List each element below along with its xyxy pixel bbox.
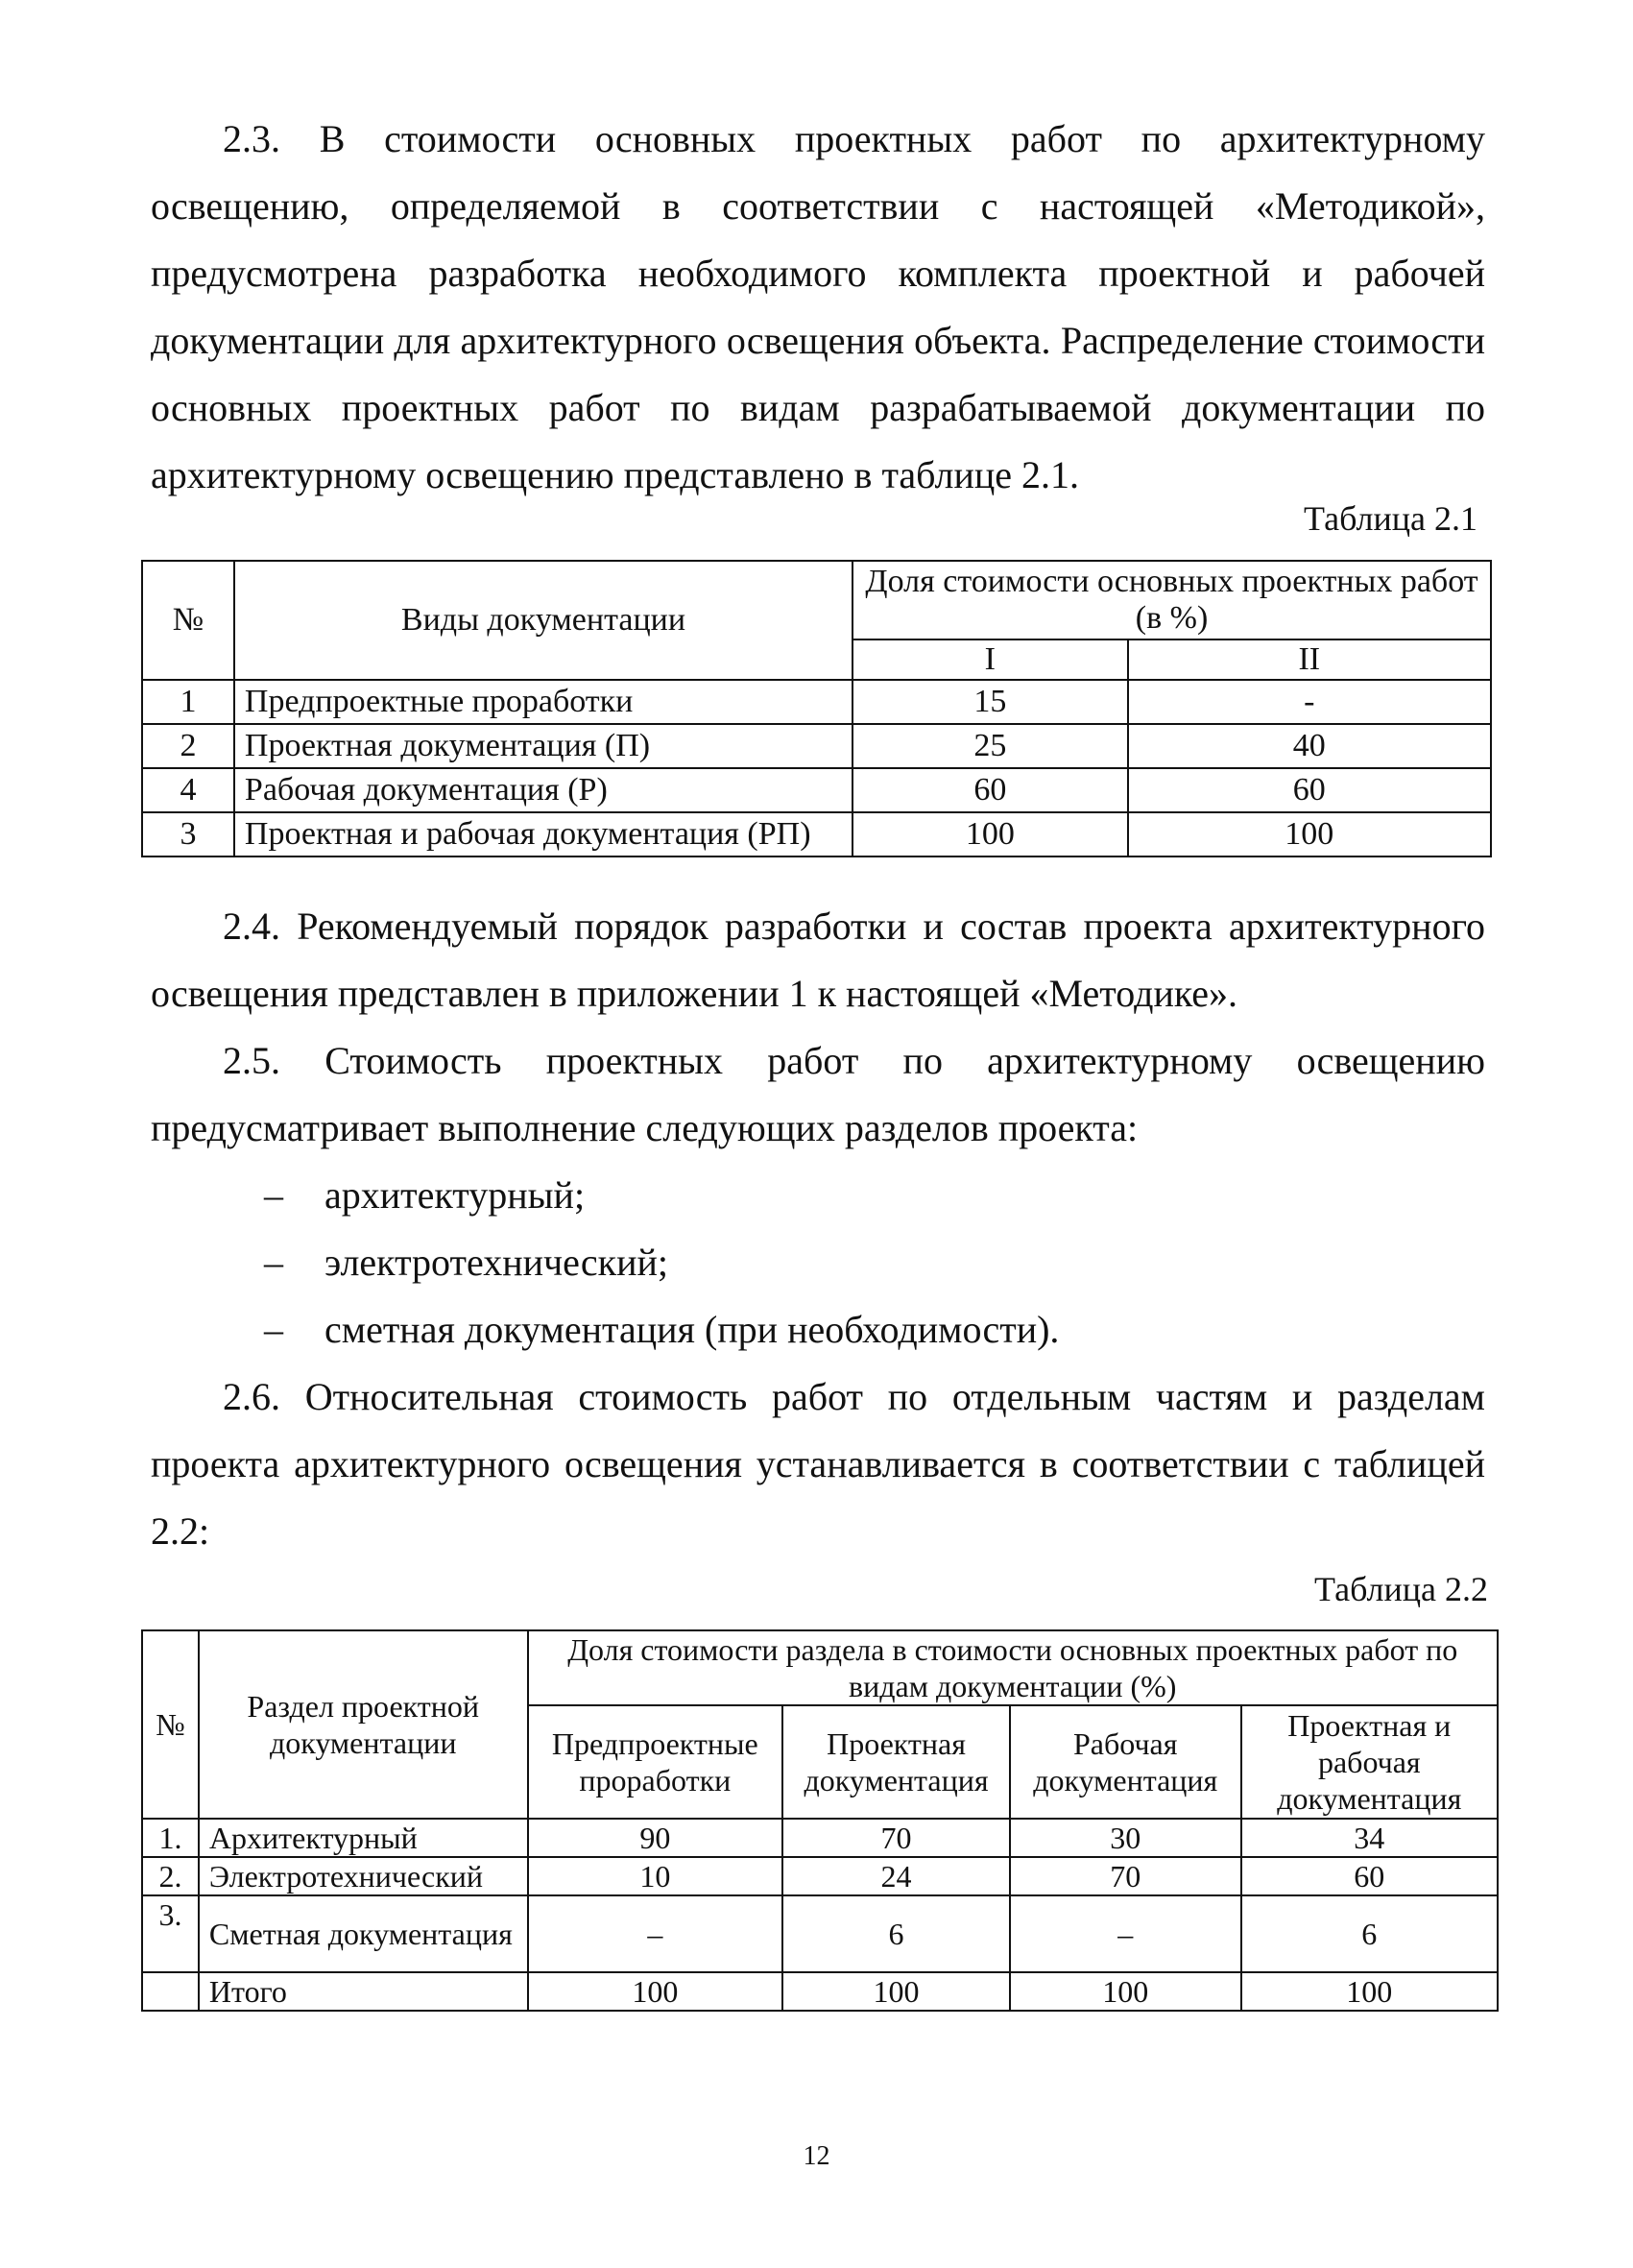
table-2-subheader-preproject: Предпроектные проработки	[528, 1705, 783, 1819]
table-1-header-num: №	[142, 561, 234, 680]
cell-ii: 60	[1128, 768, 1491, 812]
table-row	[142, 1895, 1498, 1972]
cell-section: Итого	[199, 1972, 528, 2011]
cell-v1: –	[528, 1895, 783, 1972]
cell-num: 4	[142, 768, 234, 812]
table-row	[142, 724, 1491, 768]
table-2-subheader-project-working: Проектная и рабочая документация	[1241, 1705, 1498, 1819]
cell-v2: 70	[782, 1819, 1010, 1857]
cell-section: Сметная документация	[199, 1895, 528, 1972]
cell-v4: 34	[1241, 1819, 1498, 1857]
table-1-header-kind: Виды документации	[234, 561, 853, 680]
cell-section: Архитектурный	[199, 1819, 528, 1857]
table-2-subheader-project: Проектная документация	[782, 1705, 1010, 1819]
cell-num: 3.	[142, 1895, 199, 1972]
table-2-header-share: Доля стоимости раздела в стоимости основных проектных работ по видам документации (%)	[528, 1630, 1499, 1705]
table-1-subheader-i: I	[853, 639, 1128, 680]
cell-v1: 90	[528, 1819, 783, 1857]
paragraph-2-4: 2.4. Рекомендуемый порядок разработки и состав проекта архитектурного освещения представлен в приложении 1 к настоящей «Методике».	[151, 905, 1485, 1015]
cell-section: Электротехнический	[199, 1857, 528, 1895]
page-number: 12	[803, 2141, 830, 2171]
dash-marker: –	[264, 1308, 283, 1351]
list-item-text: сметная документация (при необходимости).	[324, 1308, 1060, 1351]
paragraph-2-6: 2.6. Относительная стоимость работ по отдельным частям и разделам проекта архитектурного освещения устанавливается в соответствии с таблицей 2.2:	[151, 1375, 1485, 1553]
cell-ii: 100	[1128, 812, 1491, 857]
table-2-1-caption: Таблица 2.1	[1304, 499, 1477, 538]
table-2-subheader-working: Рабочая документация	[1010, 1705, 1241, 1819]
table-2-header-section: Раздел проектной документации	[199, 1630, 528, 1819]
table-1-subheader-ii: II	[1128, 639, 1491, 680]
list-item-text: архитектурный;	[324, 1173, 586, 1217]
cell-v3: 30	[1010, 1819, 1241, 1857]
cell-num	[142, 1972, 199, 2011]
table-row	[142, 768, 1491, 812]
cell-i: 15	[853, 680, 1128, 724]
table-row	[142, 1857, 1498, 1895]
cell-v4: 6	[1241, 1895, 1498, 1972]
cell-num: 3	[142, 812, 234, 857]
table-2-2-caption: Таблица 2.2	[1314, 1570, 1488, 1608]
cell-kind: Предпроектные проработки	[234, 680, 853, 724]
cell-kind: Рабочая документация (Р)	[234, 768, 853, 812]
cell-num: 2	[142, 724, 234, 768]
table-row	[142, 1819, 1498, 1857]
cell-kind: Проектная документация (П)	[234, 724, 853, 768]
table-2-2	[141, 1629, 1499, 2012]
cell-i: 60	[853, 768, 1128, 812]
cell-i: 25	[853, 724, 1128, 768]
cell-v3: –	[1010, 1895, 1241, 1972]
table-2-1	[141, 560, 1492, 857]
cell-v1: 100	[528, 1972, 783, 2011]
cell-ii: 40	[1128, 724, 1491, 768]
paragraph-2-3: 2.3. В стоимости основных проектных работ по архитектурному освещению, определяемой в соответствии с настоящей «Методикой», предусмотрена разработка необходимого комплекта проектной и рабочей документации для архитектурного освещения объекта. Распределение стоимости основных проектных работ по видам разрабатываемой документации по архитектурному освещению представлено в таблице 2.1.	[151, 117, 1485, 496]
table-row	[142, 680, 1491, 724]
cell-v2: 24	[782, 1857, 1010, 1895]
cell-v3: 100	[1010, 1972, 1241, 2011]
cell-v4: 60	[1241, 1857, 1498, 1895]
table-1-header-share: Доля стоимости основных проектных работ (в %)	[853, 561, 1491, 639]
cell-v3: 70	[1010, 1857, 1241, 1895]
table-row	[142, 812, 1491, 857]
dash-marker: –	[264, 1173, 283, 1217]
cell-v2: 100	[782, 1972, 1010, 2011]
list-item-text: электротехнический;	[324, 1241, 669, 1284]
paragraph-2-5: 2.5. Стоимость проектных работ по архитектурному освещению предусматривает выполнение следующих разделов проекта:	[151, 1039, 1485, 1149]
cell-num: 2.	[142, 1857, 199, 1895]
cell-v4: 100	[1241, 1972, 1498, 2011]
table-2-header-num: №	[142, 1630, 199, 1819]
cell-v2: 6	[782, 1895, 1010, 1972]
cell-i: 100	[853, 812, 1128, 857]
cell-v1: 10	[528, 1857, 783, 1895]
table-row-total	[142, 1972, 1498, 2011]
cell-num: 1.	[142, 1819, 199, 1857]
cell-num: 1	[142, 680, 234, 724]
dash-marker: –	[264, 1241, 283, 1284]
cell-kind: Проектная и рабочая документация (РП)	[234, 812, 853, 857]
cell-ii: -	[1128, 680, 1491, 724]
